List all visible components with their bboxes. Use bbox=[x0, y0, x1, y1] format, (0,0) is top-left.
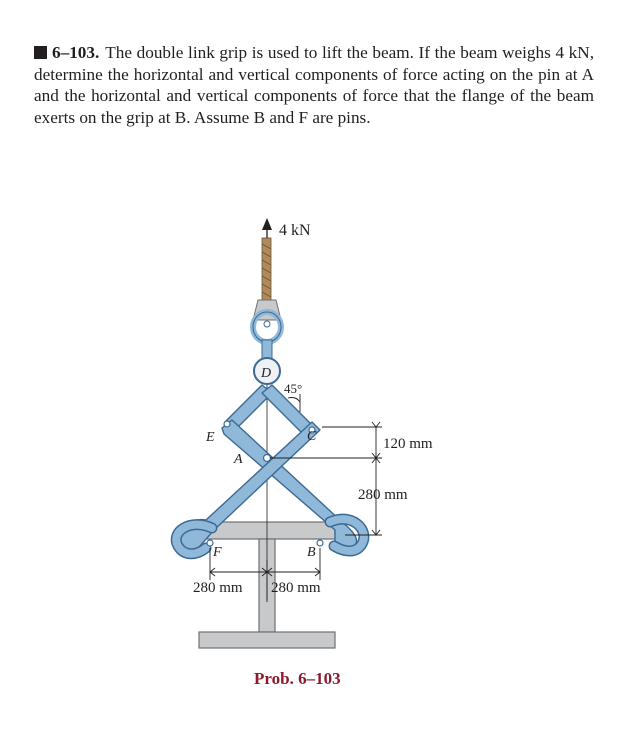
point-a-label: A bbox=[234, 452, 243, 467]
point-d-label: D bbox=[261, 366, 272, 381]
angle-label: 45° bbox=[284, 381, 303, 396]
force-label: 4 kN bbox=[279, 222, 311, 239]
point-b-label: B bbox=[307, 545, 316, 560]
dim-120-label: 120 mm bbox=[383, 436, 433, 452]
problem-text: The double link grip is used to lift the beam. If the beam weighs 4 kN, determine the horizontal and vertical components of force acting on the pin at A and the horizontal and vertical components of force that the flange of the beam exerts on the grip at B. Assume B and F are pins. bbox=[34, 43, 594, 127]
dim-280-right-label: 280 mm bbox=[271, 580, 321, 596]
point-f-label: F bbox=[213, 545, 222, 560]
problem-number: 6–103. bbox=[52, 43, 100, 62]
figure-caption: Prob. 6–103 bbox=[254, 669, 341, 688]
rope bbox=[262, 238, 271, 302]
point-c-label: C bbox=[307, 429, 317, 444]
point-e-label: E bbox=[206, 430, 215, 445]
dim-280-left-label: 280 mm bbox=[193, 580, 243, 596]
force-arrow bbox=[262, 218, 272, 238]
dim-280-vertical-label: 280 mm bbox=[358, 487, 408, 503]
